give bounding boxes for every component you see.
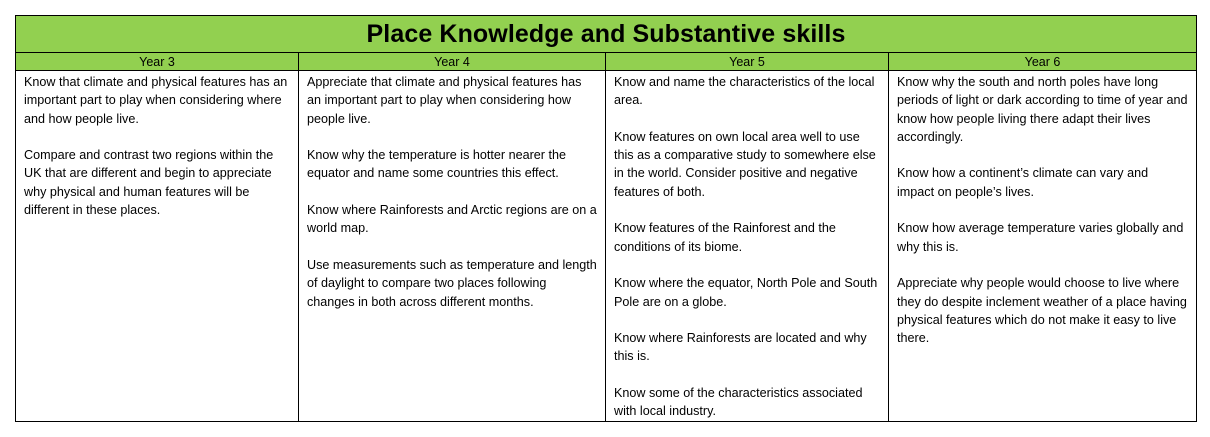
year-5-header: Year 5 xyxy=(606,53,889,71)
year-6-paragraph: Know why the south and north poles have long periods of light or dark according to time of year and know how people living there adapt their lives accordingly. xyxy=(897,75,1188,144)
year-header-row xyxy=(16,53,1197,71)
year-4-paragraph: Know where Rainforests and Arctic regions are on a world map. xyxy=(307,203,597,236)
table-title: Place Knowledge and Substantive skills xyxy=(16,16,1197,53)
year-5-paragraph: Know where the equator, North Pole and South Pole are on a globe. xyxy=(614,276,878,309)
year-5-content xyxy=(606,71,889,422)
year-5-paragraph: Know features of the Rainforest and the conditions of its biome. xyxy=(614,221,836,254)
year-5-paragraph: Know and name the characteristics of the local area. xyxy=(614,75,875,108)
year-4-header: Year 4 xyxy=(299,53,606,71)
year-6-header: Year 6 xyxy=(889,53,1197,71)
year-4-content xyxy=(299,71,606,422)
title-row xyxy=(16,16,1197,53)
year-3-content xyxy=(16,71,299,422)
skills-table xyxy=(15,15,1197,422)
year-5-paragraph: Know where Rainforests are located and why this is. xyxy=(614,331,867,364)
year-3-paragraph: Compare and contrast two regions within the UK that are different and begin to appreciate why physical and human features will be different in these places. xyxy=(24,148,274,218)
content-row xyxy=(16,71,1197,422)
year-5-paragraph: Know features on own local area well to use this as a comparative study to somewhere else in the world. Consider positive and negative features of both. xyxy=(614,129,876,199)
year-6-paragraph: Appreciate why people would choose to live where they do despite inclement weather of a place having physical features which do not make it easy to live there. xyxy=(897,276,1187,346)
year-3-header: Year 3 xyxy=(16,53,299,71)
year-3-paragraph: Know that climate and physical features has an important part to play when considering where and how people live. xyxy=(24,75,288,126)
year-6-paragraph: Know how average temperature varies globally and why this is. xyxy=(897,221,1184,254)
year-5-paragraph: Know some of the characteristics associated with local industry. xyxy=(614,386,863,419)
year-6-content xyxy=(889,71,1197,422)
year-4-paragraph: Use measurements such as temperature and length of daylight to compare two places following changes in both across different months. xyxy=(307,257,597,309)
year-6-paragraph: Know how a continent’s climate can vary and impact on people’s lives. xyxy=(897,166,1149,199)
year-4-paragraph: Know why the temperature is hotter nearer the equator and name some countries this effect. xyxy=(307,148,567,181)
year-4-paragraph: Appreciate that climate and physical features has an important part to play when considering how people live. xyxy=(307,75,582,126)
